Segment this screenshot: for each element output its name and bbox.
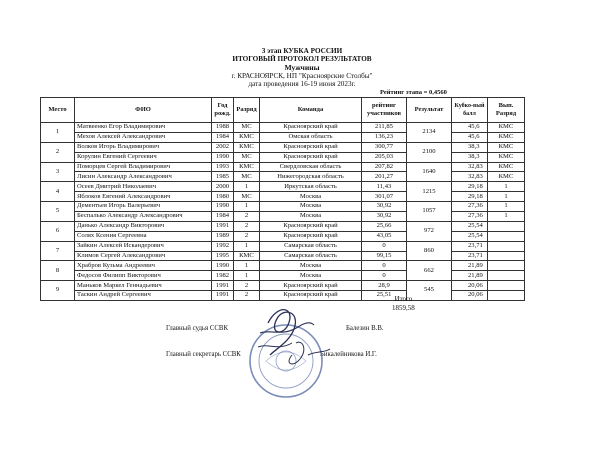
date-line: дата проведения 16-19 июня 2023г. [248,80,356,88]
col-rating: рейтинг участников [362,98,407,123]
rating-cell: 205,03 [362,152,407,162]
rating-cell: 207,82 [362,162,407,172]
athlete-name-cell: Климов Сергей Александрович [75,251,212,261]
table-row [41,241,525,251]
col-name: ФИО [75,98,212,123]
new-rank-cell [488,261,525,271]
official-stamp [238,303,338,408]
cup-points-cell: 45,6 [452,132,488,142]
table-row [41,271,525,281]
result-cell: 1640 [407,162,452,182]
team-cell: Свердловская область [260,162,362,172]
new-rank-cell [488,281,525,291]
rank-cell: КМС [234,162,260,172]
result-cell: 2100 [407,142,452,162]
col-rank: Разряд [234,98,260,123]
cup-points-cell: 32,83 [452,172,488,182]
athlete-name-cell: Маньков Маркел Геннадьевич [75,281,212,291]
place-cell: 5 [41,202,75,222]
birth-year-cell: 1990 [212,261,234,271]
athlete-name-cell: Солях Ксения Сергеевна [75,231,212,241]
cup-points-cell: 32,83 [452,162,488,172]
team-cell: Красноярский край [260,291,362,301]
total-value: 1859,58 [392,304,415,312]
birth-year-cell: 1991 [212,221,234,231]
rank-cell: МС [234,192,260,202]
rating-cell: 11,43 [362,182,407,192]
team-cell: Москва [260,212,362,222]
team-cell: Красноярский край [260,281,362,291]
results-table [40,97,525,301]
place-cell: 4 [41,182,75,202]
birth-year-cell: 1993 [212,162,234,172]
new-rank-cell: КМС [488,152,525,162]
rank-cell: 1 [234,182,260,192]
rating-cell: 201,27 [362,172,407,182]
secretary-title: Главный секретарь ССВК [166,351,241,358]
birth-year-cell: 1989 [212,231,234,241]
rank-cell: МС [234,123,260,133]
athlete-name-cell: Лисин Александр Александрович [75,172,212,182]
total-block [392,295,415,313]
birth-year-cell: 1995 [212,251,234,261]
judge-title: Главный судья ССВК [166,325,228,332]
result-cell: 1057 [407,202,452,222]
rank-cell: МС [234,152,260,162]
rank-cell: МС [234,172,260,182]
place-cell: 9 [41,281,75,301]
table-row [41,142,525,152]
rating-cell: 25,51 [362,291,407,301]
athlete-name-cell: Мехов Алексей Александрович [75,132,212,142]
new-rank-cell: 1 [488,212,525,222]
place-cell: 3 [41,162,75,182]
athlete-name-cell: Матвеенко Егор Владимирович [75,123,212,133]
place-cell: 2 [41,142,75,162]
athlete-name-cell: Яблоков Евгений Александрович [75,192,212,202]
result-cell: 860 [407,241,452,261]
birth-year-cell: 1990 [212,202,234,212]
table-row [41,123,525,133]
new-rank-cell: 1 [488,182,525,192]
new-rank-cell [488,251,525,261]
rating-cell: 300,77 [362,142,407,152]
new-rank-cell: КМС [488,142,525,152]
col-place: Место [41,98,75,123]
col-year: Год рожд. [212,98,234,123]
new-rank-cell: КМС [488,172,525,182]
place-cell: 7 [41,241,75,261]
athlete-name-cell: Поморцев Сергей Владимирович [75,162,212,172]
athlete-name-cell: Корулин Евгений Сергеевич [75,152,212,162]
rating-cell: 211,85 [362,123,407,133]
team-cell: Красноярский край [260,123,362,133]
rank-cell: 2 [234,281,260,291]
protocol-title: ИТОГОВЫЙ ПРОТОКОЛ РЕЗУЛЬТАТОВ [232,55,372,63]
cup-points-cell: 38,3 [452,142,488,152]
birth-year-cell: 1982 [212,271,234,281]
rank-cell: 1 [234,271,260,281]
secretary-name: Бикалейникова И.Г. [320,351,377,358]
cup-points-cell: 23,71 [452,251,488,261]
team-cell: Нижегородская область [260,172,362,182]
new-rank-cell: 1 [488,202,525,212]
team-cell: Красноярский край [260,142,362,152]
birth-year-cell: 2000 [212,182,234,192]
table-row [41,212,525,222]
new-rank-cell [488,221,525,231]
table-row [41,182,525,192]
team-cell: Иркутская область [260,182,362,192]
athlete-name-cell: Беспалько Александр Александрович [75,212,212,222]
cup-points-cell: 27,36 [452,212,488,222]
rank-cell: 2 [234,212,260,222]
venue-line: г. КРАСНОЯРСК, НП "Красноярские Столбы" [231,72,373,80]
result-cell: 2134 [407,123,452,143]
total-label: Итого [394,295,413,303]
new-rank-cell: КМС [488,162,525,172]
table-row [41,251,525,261]
team-cell: Красноярский край [260,231,362,241]
new-rank-cell [488,231,525,241]
rank-cell: 2 [234,221,260,231]
cup-points-cell: 27,36 [452,202,488,212]
result-cell: 1215 [407,182,452,202]
table-row [41,231,525,241]
stage-rating: Рейтинг этапа = 0,4560 [380,89,447,96]
new-rank-cell: КМС [488,123,525,133]
result-cell: 972 [407,221,452,241]
cup-points-cell: 20,06 [452,281,488,291]
result-cell: 545 [407,281,452,301]
table-header-row [41,98,525,123]
result-cell: 662 [407,261,452,281]
rank-cell: 1 [234,241,260,251]
table-row [41,202,525,212]
table-row [41,291,525,301]
place-cell: 6 [41,221,75,241]
athlete-name-cell: Таскин Андрей Сергеевич [75,291,212,301]
table-row [41,132,525,142]
birth-year-cell: 1992 [212,241,234,251]
table-row [41,261,525,271]
team-cell: Москва [260,261,362,271]
cup-points-cell: 25,54 [452,231,488,241]
rank-cell: 1 [234,261,260,271]
rank-cell: 1 [234,202,260,212]
team-cell: Омская область [260,132,362,142]
athlete-name-cell: Дементьев Игорь Валерьевич [75,202,212,212]
birth-year-cell: 1985 [212,172,234,182]
cup-points-cell: 23,71 [452,241,488,251]
rating-cell: 136,23 [362,132,407,142]
rating-cell: 0 [362,261,407,271]
team-cell: Самарская область [260,251,362,261]
athlete-name-cell: Волков Игорь Владимирович [75,142,212,152]
col-result: Результат [407,98,452,123]
team-cell: Красноярский край [260,152,362,162]
category-title: Мужчины [284,63,320,72]
birth-year-cell: 1991 [212,281,234,291]
new-rank-cell [488,271,525,281]
cup-points-cell: 29,18 [452,192,488,202]
new-rank-cell: КМС [488,132,525,142]
judge-name: Балезин В.В. [346,325,384,332]
col-team: Команда [260,98,362,123]
cup-points-cell: 25,54 [452,221,488,231]
rating-cell: 28,9 [362,281,407,291]
rating-cell: 301,07 [362,192,407,202]
rating-cell: 43,05 [362,231,407,241]
table-row [41,152,525,162]
cup-points-cell: 38,3 [452,152,488,162]
athlete-name-cell: Данько Александр Викторович [75,221,212,231]
team-cell: Москва [260,192,362,202]
rank-cell: 2 [234,231,260,241]
team-cell: Самарская область [260,241,362,251]
new-rank-cell [488,241,525,251]
birth-year-cell: 1984 [212,212,234,222]
table-row [41,172,525,182]
table-row [41,192,525,202]
cup-points-cell: 20,06 [452,291,488,301]
table-body [41,123,525,301]
new-rank-cell: 1 [488,192,525,202]
team-cell: Москва [260,202,362,212]
rank-cell: КМС [234,251,260,261]
birth-year-cell: 1991 [212,291,234,301]
birth-year-cell: 1980 [212,192,234,202]
event-title: 3 этап КУБКА РОССИИ [261,47,343,55]
col-newrank: Вып. Разряд [488,98,525,123]
rating-cell: 25,66 [362,221,407,231]
cup-points-cell: 21,89 [452,271,488,281]
cup-points-cell: 45,6 [452,123,488,133]
rating-cell: 30,92 [362,212,407,222]
rating-cell: 0 [362,271,407,281]
rating-cell: 99,15 [362,251,407,261]
col-cup: Кубко-вый балл [452,98,488,123]
cup-points-cell: 29,18 [452,182,488,192]
athlete-name-cell: Осеев Дмитрий Николаевич [75,182,212,192]
athlete-name-cell: Зайкин Алексей Искандерович [75,241,212,251]
rank-cell: КМС [234,132,260,142]
table-row [41,281,525,291]
cup-points-cell: 21,89 [452,261,488,271]
rank-cell: КМС [234,142,260,152]
team-cell: Красноярский край [260,221,362,231]
new-rank-cell [488,291,525,301]
birth-year-cell: 1990 [212,152,234,162]
birth-year-cell: 1988 [212,123,234,133]
birth-year-cell: 1984 [212,132,234,142]
athlete-name-cell: Федосов Филипп Викторович [75,271,212,281]
athlete-name-cell: Храбров Кузьма Андреевич [75,261,212,271]
rank-cell: 2 [234,291,260,301]
table-row [41,221,525,231]
team-cell: Москва [260,271,362,281]
rating-cell: 0 [362,241,407,251]
table-row [41,162,525,172]
rating-cell: 30,92 [362,202,407,212]
birth-year-cell: 2002 [212,142,234,152]
place-cell: 1 [41,123,75,143]
place-cell: 8 [41,261,75,281]
